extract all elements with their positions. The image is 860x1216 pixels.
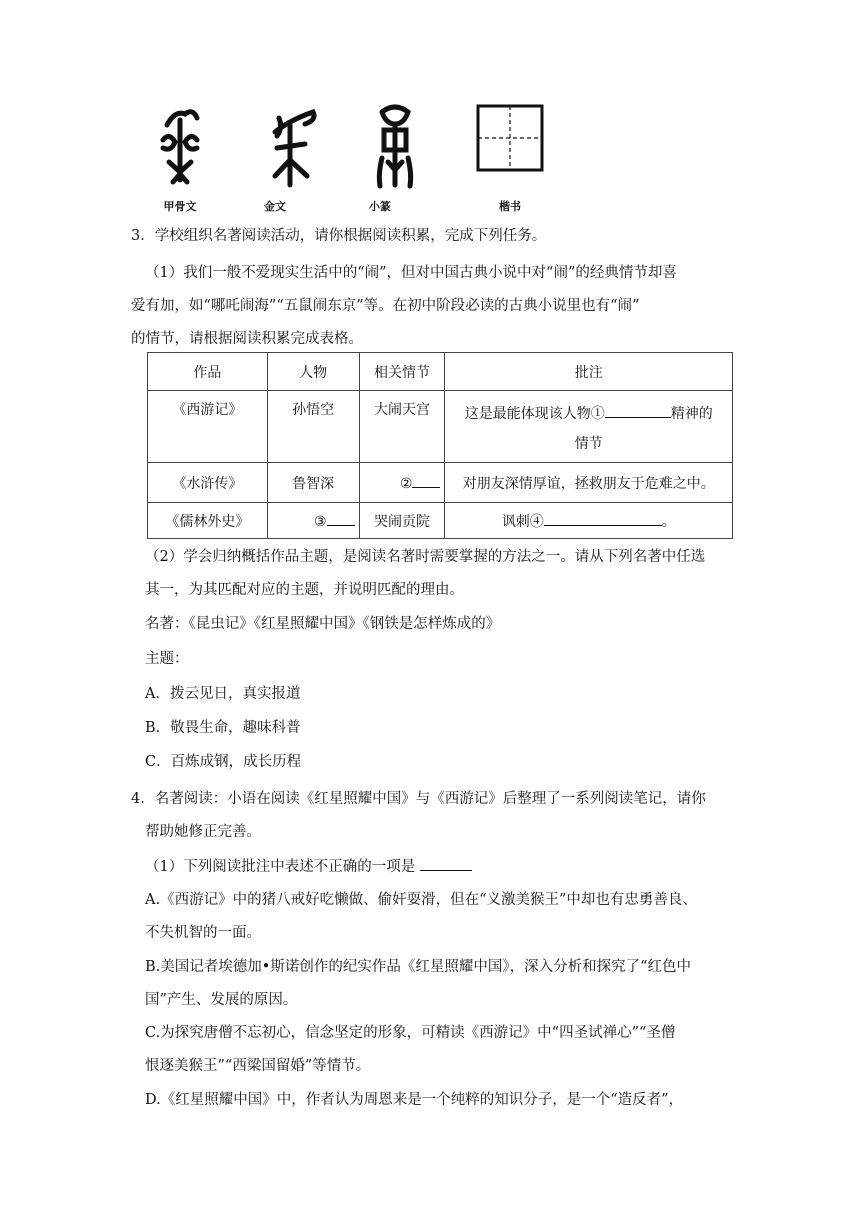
q4-answer-blank[interactable] <box>420 856 472 871</box>
regular-script-grid <box>470 100 550 190</box>
q3-part1-line2: 爱有加，如“哪吒闹海”“五鼠闹东京”等。在初中阶段必读的古典小说里也有“闹” <box>131 298 640 314</box>
q4-title-line2: 帮助她修正完善。 <box>145 824 261 840</box>
cell-work: 《儒林外史》 <box>148 503 268 539</box>
cell-plot: 哭闹贡院 <box>359 503 445 539</box>
cell-person <box>267 503 359 539</box>
blank-marker-4: ④ <box>529 513 544 530</box>
table-header-row <box>148 353 733 391</box>
cell-plot <box>359 463 445 503</box>
table-row <box>148 391 733 463</box>
glyph-label-bronze: 金文 <box>264 200 286 213</box>
header-plot: 相关情节 <box>359 353 445 391</box>
q3-part1-line3: 的情节，请根据阅读积累完成表格。 <box>131 331 363 347</box>
blank-marker-3: ③ <box>314 514 327 530</box>
q4-option-c-line1: C.为探究唐僧不忘初心，信念坚定的形象，可精读《西游记》中“四圣试禅心”“圣僧 <box>145 1025 676 1041</box>
works-table <box>147 352 733 539</box>
note-text-post: 。 <box>661 513 676 530</box>
q4-option-d-line1: D.《红星照耀中国》中，作者认为周恩来是一个纯粹的知识分子，是一个“造反者”， <box>145 1092 684 1108</box>
glyph-label-regular-script: 楷书 <box>499 200 521 213</box>
glyph-evolution-figure <box>140 100 560 220</box>
q4-option-a-line2: 不失机智的一面。 <box>145 925 261 941</box>
q4-option-a-line1: A.《西游记》中的猪八戒好吃懒做、偷奸耍滑，但在“义激美猴王”中却也有忠勇善良、 <box>145 892 697 908</box>
cell-note <box>445 391 733 463</box>
q4-option-c-line2: 恨逐美猴王”“西梁国留婚”等情节。 <box>145 1058 371 1074</box>
q4-option-b-line2: 国”产生、发展的原因。 <box>145 992 298 1008</box>
cell-note: 对朋友深情厚谊，拯救朋友于危难之中。 <box>445 463 733 503</box>
q3-option-c: C．百炼成钢，成长历程 <box>145 754 302 770</box>
header-person: 人物 <box>267 353 359 391</box>
answer-blank-3[interactable] <box>327 511 355 526</box>
q3-part1-line1: （1）我们一般不爱现实生活中的“闹”，但对中国古典小说中对“闹”的经典情节却喜 <box>145 265 677 281</box>
cell-person: 鲁智深 <box>267 463 359 503</box>
cell-work: 《水浒传》 <box>148 463 268 503</box>
q3-part2-line2: 其一，为其匹配对应的主题，并说明匹配的理由。 <box>145 582 464 598</box>
cell-note <box>445 503 733 539</box>
blank-marker-2: ② <box>399 476 413 492</box>
table-row <box>148 503 733 539</box>
q3-part2-line1: （2）学会归纳概括作品主题，是阅读名著时需要掌握的方法之一。请从下列名著中任选 <box>145 549 706 565</box>
glyph-label-small-seal: 小篆 <box>369 200 391 213</box>
q3-option-b: B．敬畏生命，趣味科普 <box>145 720 301 736</box>
q4-sub1 <box>145 851 735 884</box>
q4-sub1-text: （1）下列阅读批注中表述不正确的一项是 <box>145 859 416 875</box>
q3-books: 名著：《昆虫记》《红星照耀中国》《钢铁是怎样炼成的》 <box>145 616 501 632</box>
blank-marker-1: ① <box>590 406 605 422</box>
header-note: 批注 <box>445 353 733 391</box>
q3-title: 3．学校组织名著阅读活动，请你根据阅读积累，完成下列任务。 <box>131 228 547 244</box>
q3-theme-label: 主题： <box>145 651 189 667</box>
table-row <box>148 463 733 503</box>
note-text-post: 精神的 <box>670 406 713 422</box>
cell-plot: 大闹天宫 <box>359 391 445 463</box>
q4-title-line1: 4．名著阅读：小语在阅读《红星照耀中国》与《西游记》后整理了一系列阅读笔记，请你 <box>131 791 706 807</box>
answer-blank-1[interactable] <box>605 403 671 418</box>
oracle-bone-glyph <box>145 100 215 190</box>
cell-work: 《西游记》 <box>148 391 268 463</box>
glyph-label-oracle-bone: 甲骨文 <box>163 200 197 213</box>
answer-blank-4[interactable] <box>544 511 662 526</box>
small-seal-glyph <box>360 100 430 190</box>
note-text-pre: 这是最能体现该人物 <box>464 406 591 422</box>
answer-blank-2[interactable] <box>412 473 440 488</box>
header-work: 作品 <box>148 353 268 391</box>
note-text-line2: 情节 <box>574 436 603 452</box>
q3-option-a: A．拨云见日，真实报道 <box>145 686 301 702</box>
q4-option-b-line1: B.美国记者埃德加•斯诺创作的纪实作品《红星照耀中国》，深入分析和探究了“红色中 <box>145 959 691 975</box>
bronze-glyph <box>255 100 325 190</box>
cell-person: 孙悟空 <box>267 391 359 463</box>
note-text-pre: 讽刺 <box>501 513 530 530</box>
